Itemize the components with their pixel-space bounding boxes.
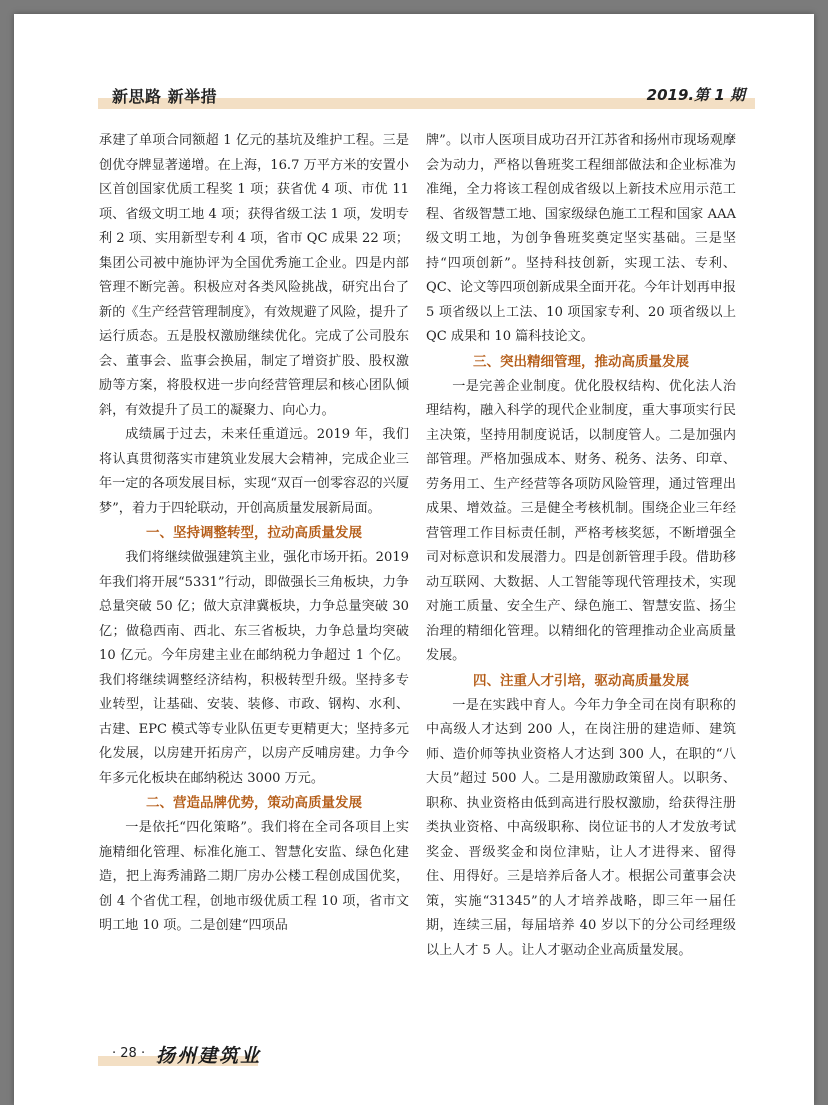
paragraph: 一是在实践中育人。今年力争全司在岗有职称的中高级人才达到 200 人，在岗注册的建造师、建筑师、造价师等执业资格人才达到 300 人，在职的“八大员”超过 500 人。二是用激励政策留人。以职务、职称、执业资格由低到高进行股权激励，给获得注册类执业资格、中高级职称、岗位证书的人才发放考试奖金、晋级奖金和岗位津贴，让人才进得来、留得住、用得好。三是培养后备人才。根据公司董事会决策，实施“31345”的人才培养战略，即三年一届任期，连续三届，每届培养 40 岁以下的分公司经理级以上人才 5 人。让人才驱动企业高质量发展。 <box>426 697 736 958</box>
section-heading: 二、营造品牌优势，策动高质量发展 <box>146 795 362 811</box>
paragraph: 承建了单项合同额超 1 亿元的基坑及维护工程。三是创优夺牌显著递增。在上海，16.7 万平方米的安置小区首创国家优质工程奖 1 项；获省优 4 项、市优 11 项、省级文明工地 4 项；获得省级工法 1 项，发明专利 2 项、实用新型专利 4 项，省市 QC 成果 22 项；集团公司被中施协评为全国优秀施工企业。四是内部管理不断完善。积极应对各类风险挑战，研究出台了新的《生产经营管理制度》，有效规避了风险，提升了运行质态。五是股权激励继续优化。完成了公司股东会、董事会、监事会换届，制定了增资扩股、股权激励等方案，将股权进一步向经营管理层和核心团队倾斜，有效提升了员工的凝聚力、向心力。 <box>99 133 409 418</box>
magazine-page <box>14 14 814 1105</box>
left-column <box>99 129 409 939</box>
section-heading: 四、注重人才引培，驱动高质量发展 <box>473 672 689 689</box>
issue-label: 2019.第 1 期 <box>646 86 745 104</box>
page-header <box>98 82 755 112</box>
paragraph: 成绩属于过去，未来任重道远。2019 年，我们将认真贯彻落实市建筑业发展大会精神，完成企业三年一定的各项发展目标，实现“双百一创零容忍的兴厦梦”，着力于四轮联动，开创高质量发展新局面。 <box>99 427 409 516</box>
publication-logo: 扬州建筑业 <box>156 1045 262 1067</box>
page-number: · 28 · <box>112 1046 146 1061</box>
section-title: 新思路 新举措 <box>112 87 218 106</box>
paragraph: 牌”。以市人医项目成功召开江苏省和扬州市现场观摩会为动力，严格以鲁班奖工程细部做法和企业标准为准绳，全力将该工程创成省级以上新技术应用示范工程、省级智慧工地、国家级绿色施工工程和国家 AAA 级文明工地，为创争鲁班奖奠定坚实基础。三是坚持“四项创新”。坚持科技创新，实现工法、专利、QC、论文等四项创新成果全面开花。今年计划再申报 5 项省级以上工法、10 项国家专利、20 项省级以上 QC 成果和 10 篇科技论文。 <box>426 133 736 344</box>
paragraph: 一是依托“四化策略”。我们将在全司各项目上实施精细化管理、标准化施工、智慧化安监、绿色化建造，把上海秀浦路二期厂房办公楼工程创成国优奖，创 4 个省优工程，创地市级优质工程 10 项，省市文明工地 10 项。二是创建“四项品 <box>99 820 409 933</box>
right-column <box>426 129 736 963</box>
paragraph: 我们将继续做强建筑主业，强化市场开拓。2019 年我们将开展“5331”行动，即做强长三角板块，力争总量突破 50 亿；做大京津冀板块，力争总量突破 30 亿；做稳西南、西北、东三省板块，力争总量均突破 10 亿元。今年房建主业在邮纳税力争超过 1 个亿。我们将继续调整经济结构，积极转型升级。坚持多专业转型，让基础、安装、装修、市政、钢构、水利、古建、EPC 模式等专业队伍更专更精更大；坚持多元化发展，以房建开拓房产，以房产反哺房建。力争今年多元化板块在邮纳税达 3000 万元。 <box>99 550 409 786</box>
paragraph: 一是完善企业制度。优化股权结构、优化法人治理结构，融入科学的现代企业制度，重大事项实行民主决策，坚持用制度说话，以制度管人。二是加强内部管理。严格加强成本、财务、税务、法务、印章、劳务用工、生产经营等各项防风险管理，通过管理出成果、增效益。三是健全考核机制。围绕企业三年经营管理工作目标责任制，严格考核奖惩，不断增强全司对标意识和发展潜力。四是创新管理手段。借助移动互联网、大数据、人工智能等现代管理技术，实现对施工质量、安全生产、绿色施工、智慧安监、扬尘治理的精细化管理。以精细化的管理推动企业高质量发展。 <box>426 378 736 663</box>
section-heading: 一、坚持调整转型，拉动高质量发展 <box>146 525 362 541</box>
page-footer <box>98 1044 298 1070</box>
section-heading: 三、突出精细管理，推动高质量发展 <box>473 353 689 370</box>
